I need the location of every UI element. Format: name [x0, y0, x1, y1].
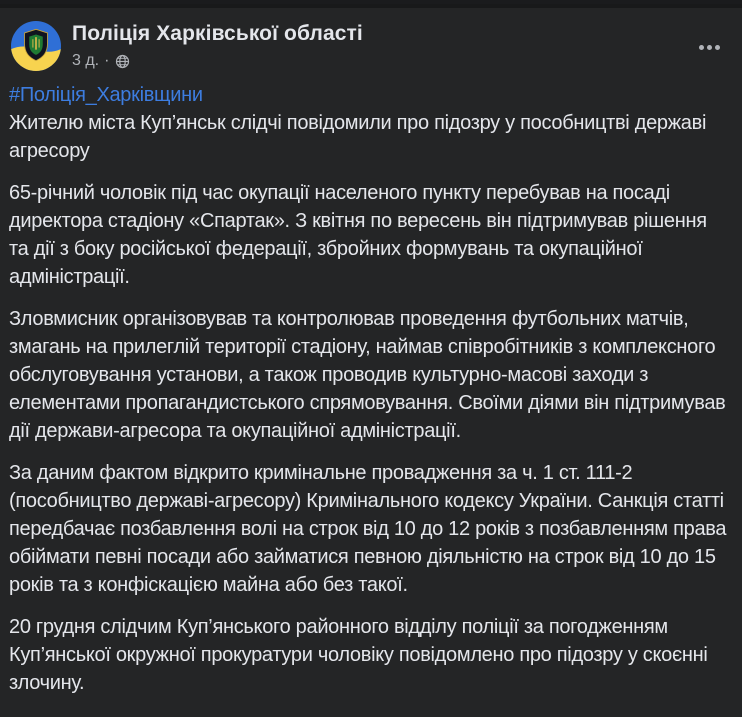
page-name-link[interactable]: Поліція Харківської області — [72, 22, 363, 45]
post-paragraph: Зловмисник організовував та контролював проведення футбольних матчів, змагань на прилеглій території стадіону, наймав співробітників з комплексного обслуговування установи, а також проводив культурно-масові заходи з елементами пропагандистського спрямовування. Своїми діями він підтримував дії держави-агресора та окупаційної адміністрації. — [9, 308, 726, 442]
post-header-info — [72, 21, 693, 70]
facebook-post-card — [0, 8, 742, 717]
police-emblem-avatar-image — [11, 21, 61, 71]
ellipsis-icon — [699, 45, 704, 50]
more-options-button[interactable] — [693, 31, 726, 64]
post-body-text — [0, 75, 742, 697]
hashtag-line — [9, 81, 728, 109]
post-paragraph: Жителю міста Куп’янськ слідчі повідомили про підозру у пособництві державі агресору — [9, 112, 707, 162]
post-timestamp[interactable]: 3 д. — [72, 52, 100, 69]
globe-icon — [115, 54, 130, 69]
post-paragraph: 20 грудня слідчим Куп’янського районного відділу поліції за погодженням Куп’янської окружної прокуратури чоловіку повідомлено про підозру у скоєнні злочину. — [9, 616, 708, 694]
meta-dot-separator: · — [104, 52, 110, 69]
page-avatar[interactable] — [11, 21, 61, 71]
post-paragraph: 65-річний чоловік під час окупації населеного пункту перебував на посаді директора стадіону «Спартак». З квітня по вересень він підтримував рішення та дії з боку російської федерації, збройних формувань та окупаційної адміністрації. — [9, 182, 707, 288]
post-paragraph: За даним фактом відкрито кримінальне провадження за ч. 1 ст. 111-2 (пособництво державі-агресору) Кримінального кодексу України. Санкція статті передбачає позбавлення волі на строк від 10 до 12 років з позбавленням права обіймати певні посади або займатися певною діяльністю на строк від 10 до 15 років та з конфіскацією майна або без такої. — [9, 462, 727, 596]
hashtag-link[interactable]: #Поліція_Харківщини — [9, 84, 203, 106]
post-meta-row — [72, 52, 693, 70]
post-header — [0, 8, 742, 75]
page-background-strip — [0, 0, 742, 4]
